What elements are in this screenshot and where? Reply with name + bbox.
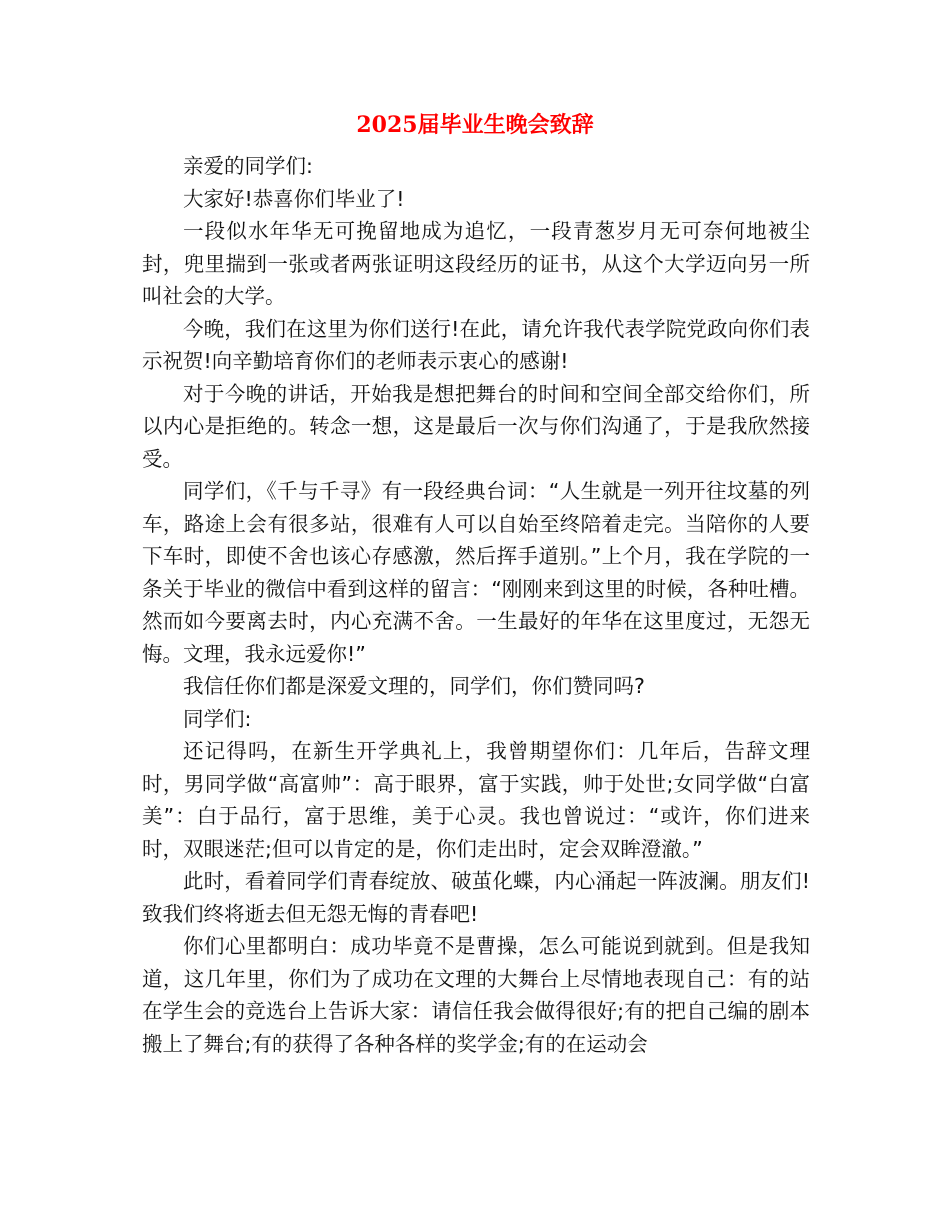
paragraph-salutation: 亲爱的同学们:: [183, 154, 313, 178]
document-title: 2025届毕业生晚会致辞: [356, 112, 594, 138]
paragraph: 同学们，《千与千寻》有一段经典台词：“人生就是一列开往坟墓的列车，路途上会有很多站，很难有人可以自始至终陪着走完。当陪你的人要下车时，即使不舍也该心存感激，然后挥手道别。”上个月，我在学院的一条关于毕业的微信中看到这样的留言：“刚刚来到这里的时候，各种吐槽。然而如今要离去时，内心充满不舍。一生最好的年华在这里度过，无怨无悔。文理，我永远爱你!”: [142, 479, 810, 666]
paragraph: 此时，看着同学们青春绽放、破茧化蝶，内心涌起一阵波澜。朋友们!致我们终将逝去但无怨无悔的青春吧!: [142, 869, 810, 926]
paragraph: 同学们:: [183, 706, 252, 731]
paragraph: 我信任你们都是深爱文理的，同学们，你们赞同吗?: [183, 674, 645, 698]
paragraph: 你们心里都明白：成功毕竟不是曹操，怎么可能说到就到。但是我知道，这几年里，你们为了成功在文理的大舞台上尽情地表现自己：有的站在学生会的竞选台上告诉大家：请信任我会做得很好;有的把自己编的剧本搬上了舞台;有的获得了各种各样的奖学金;有的在运动会: [142, 934, 810, 1056]
paragraph: 还记得吗，在新生开学典礼上，我曾期望你们：几年后，告辞文理时，男同学做“高富帅”：高于眼界，富于实践，帅于处世;女同学做“白富美”：白于品行，富于思维，美于心灵。我也曾说过：“或许，你们进来时，双眼迷茫;但可以肯定的是，你们走出时，定会双眸澄澈。”: [142, 739, 810, 861]
document-body: [142, 150, 810, 1060]
paragraph-greeting: 大家好!恭喜你们毕业了!: [183, 186, 405, 211]
paragraph: 今晚，我们在这里为你们送行!在此，请允许我代表学院党政向你们表示祝贺!向辛勤培育你们的老师表示衷心的感谢!: [142, 316, 810, 373]
paragraph: 一段似水年华无可挽留地成为追忆，一段青葱岁月无可奈何地被尘封，兜里揣到一张或者两张证明这段经历的证书，从这个大学迈向另一所叫社会的大学。: [142, 219, 810, 308]
paragraph: 对于今晚的讲话，开始我是想把舞台的时间和空间全部交给你们，所以内心是拒绝的。转念一想，这是最后一次与你们沟通了，于是我欣然接受。: [142, 381, 810, 471]
